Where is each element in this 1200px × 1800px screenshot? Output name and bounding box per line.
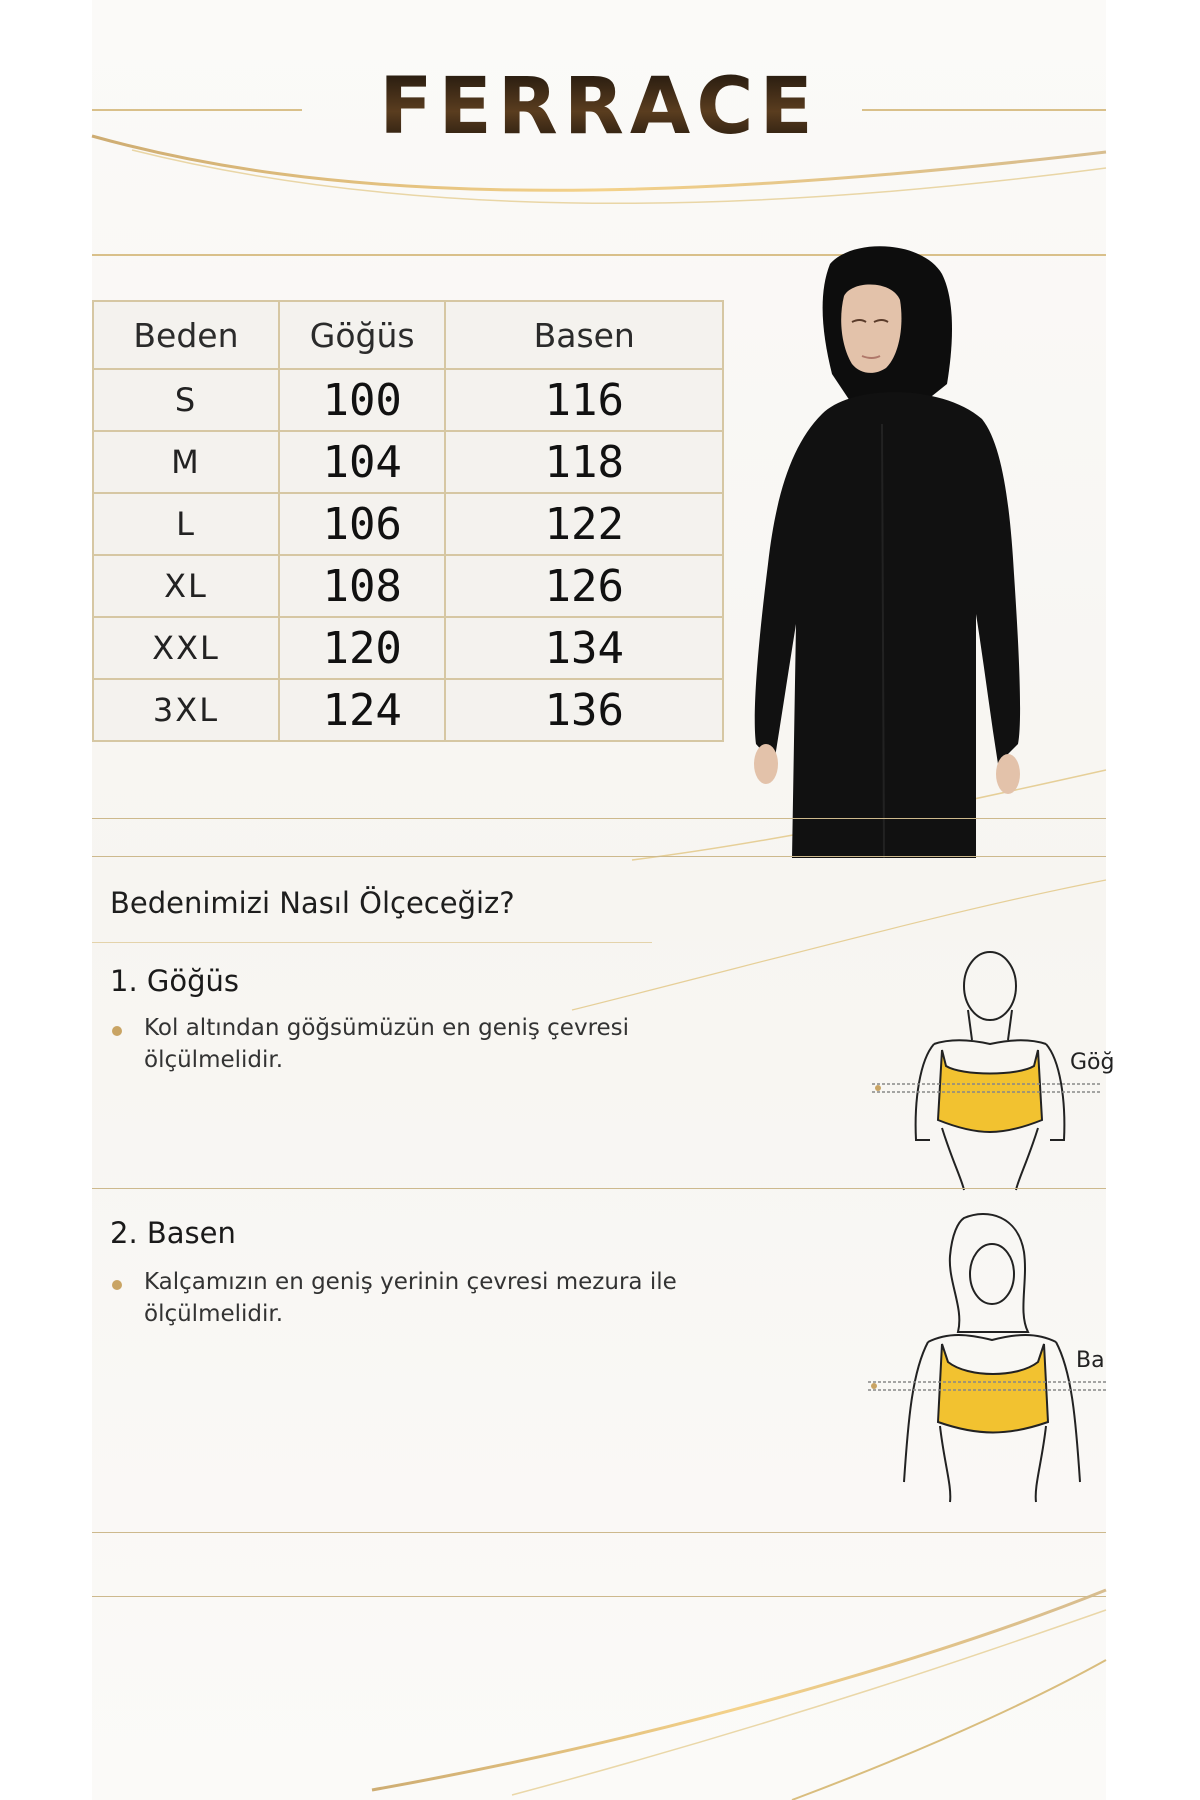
table-row	[93, 555, 723, 617]
chest-measure-figure	[872, 940, 1102, 1190]
basen-cell: 118	[445, 431, 723, 493]
divider	[92, 1532, 1106, 1533]
size-cell: XXL	[93, 617, 279, 679]
basen-cell: 134	[445, 617, 723, 679]
divider	[92, 1596, 1106, 1597]
size-guide-sheet	[92, 0, 1115, 1800]
step-title-gogus: 1. Göğüs	[110, 964, 239, 998]
gogus-cell: 100	[279, 369, 445, 431]
table-row	[93, 431, 723, 493]
guide-title: Bedenimizi Nasıl Ölçeceğiz?	[110, 886, 515, 920]
divider	[92, 856, 1106, 857]
gogus-cell: 124	[279, 679, 445, 741]
size-cell: S	[93, 369, 279, 431]
chest-figure-label: Göğ	[1070, 1050, 1115, 1075]
step-text-basen: Kalçamızın en geniş yerinin çevresi mezura ile ölçülmelidir.	[144, 1269, 677, 1327]
bullet-dot-icon	[112, 1280, 122, 1290]
basen-cell: 122	[445, 493, 723, 555]
table-row	[93, 493, 723, 555]
gogus-cell: 120	[279, 617, 445, 679]
hip-measure-figure	[868, 1212, 1106, 1502]
size-table	[92, 300, 724, 742]
header-basen: Basen	[445, 301, 723, 369]
table-row	[93, 369, 723, 431]
step-text-gogus: Kol altından göğsümüzün en geniş çevresi ölçülmelidir.	[144, 1015, 630, 1073]
size-cell: XL	[93, 555, 279, 617]
divider	[92, 818, 1106, 819]
table-row	[93, 617, 723, 679]
divider	[92, 1188, 1106, 1189]
header-gogus: Göğüs	[279, 301, 445, 369]
step-title-basen: 2. Basen	[110, 1216, 236, 1250]
gogus-cell: 108	[279, 555, 445, 617]
divider	[92, 942, 652, 943]
hip-figure-label: Ba	[1076, 1348, 1105, 1373]
brand-logo: FERRACE	[92, 62, 1106, 152]
size-cell: M	[93, 431, 279, 493]
basen-cell: 126	[445, 555, 723, 617]
header-beden: Beden	[93, 301, 279, 369]
bullet-dot-icon	[112, 1026, 122, 1036]
size-cell: 3XL	[93, 679, 279, 741]
table-row	[93, 679, 723, 741]
gogus-cell: 104	[279, 431, 445, 493]
size-cell: L	[93, 493, 279, 555]
model-photo	[752, 244, 1052, 858]
table-header-row	[93, 301, 723, 369]
gogus-cell: 106	[279, 493, 445, 555]
basen-cell: 136	[445, 679, 723, 741]
basen-cell: 116	[445, 369, 723, 431]
